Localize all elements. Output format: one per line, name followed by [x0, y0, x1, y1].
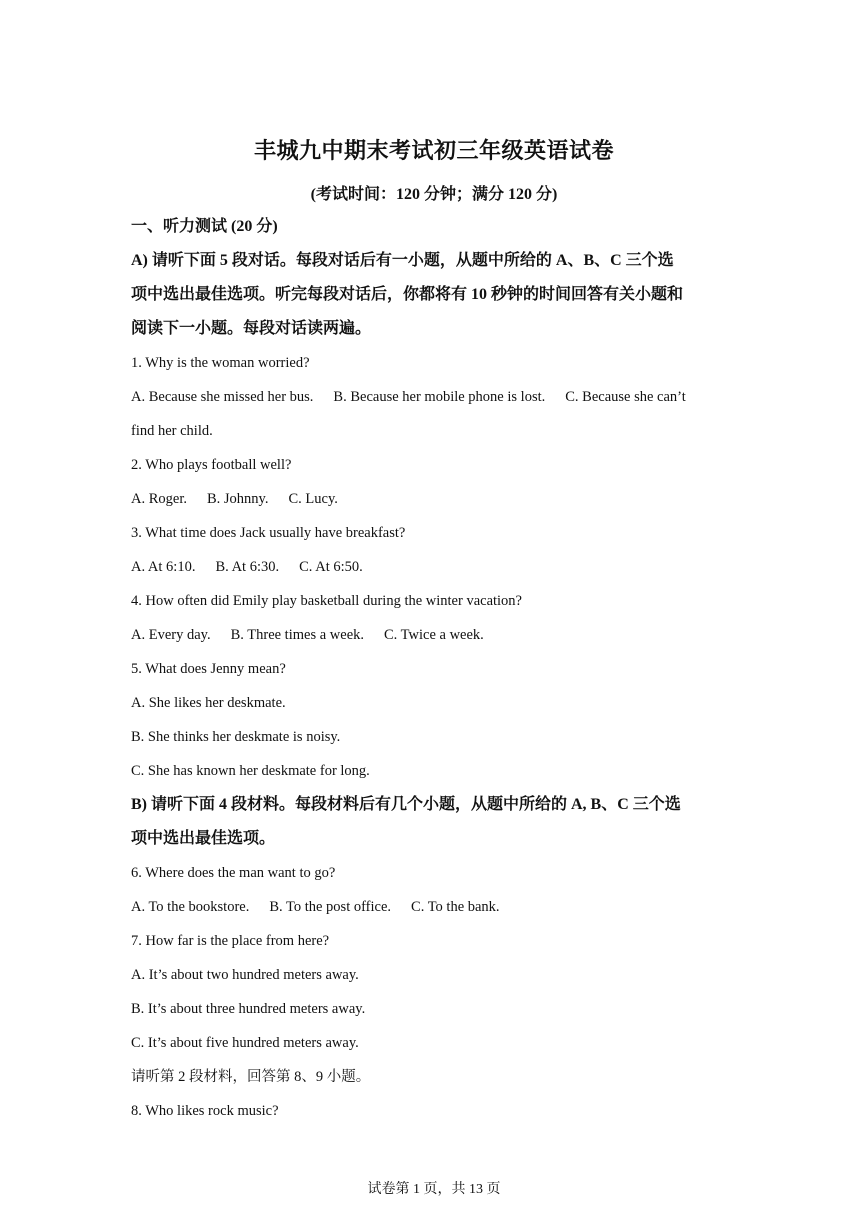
question-7: 7. How far is the place from here? [131, 933, 330, 949]
section-heading: 一、听力测试 (20 分) [131, 218, 278, 235]
option-b: B. Because her mobile phone is lost. [333, 389, 546, 405]
part-b-instructions-line2: 项中选出最佳选项。 [131, 830, 276, 847]
question-4-options [131, 618, 741, 652]
question-5-option-a: A. She likes her deskmate. [131, 695, 286, 711]
option-b: B. Three times a week. [230, 627, 365, 643]
question-3-options [131, 550, 741, 584]
question-4: 4. How often did Emily play basketball during the winter vacation? [131, 593, 522, 609]
option-b: B. At 6:30. [215, 559, 280, 575]
material-2-note: 请听第 2 段材料，回答第 8、9 小题。 [131, 1069, 371, 1085]
question-2-options [131, 482, 741, 516]
question-1-options-continued: find her child. [131, 423, 213, 439]
option-c: C. At 6:50. [299, 559, 363, 575]
option-a: A. Every day. [131, 627, 211, 643]
option-c: C. To the bank. [411, 899, 500, 915]
part-b-instructions-line1: B) 请听下面 4 段材料。每段材料后有几个小题，从题中所给的 A, B、C 三个选 [131, 796, 681, 813]
option-a: A. Because she missed her bus. [131, 389, 314, 405]
question-7-option-a: A. It’s about two hundred meters away. [131, 967, 359, 983]
option-a: A. At 6:10. [131, 559, 196, 575]
question-2: 2. Who plays football well? [131, 457, 292, 473]
question-5-option-b: B. She thinks her deskmate is noisy. [131, 729, 341, 745]
option-a: A. Roger. [131, 491, 187, 507]
question-3: 3. What time does Jack usually have breakfast? [131, 525, 406, 541]
part-a-instructions-line1: A) 请听下面 5 段对话。每段对话后有一小题，从题中所给的 A、B、C 三个选 [131, 252, 674, 269]
question-1: 1. Why is the woman worried? [131, 355, 310, 371]
exam-content [131, 210, 741, 1128]
option-b: B. Johnny. [206, 491, 269, 507]
question-8: 8. Who likes rock music? [131, 1103, 279, 1119]
option-c: C. Lucy. [288, 491, 338, 507]
exam-subtitle: (考试时间：120 分钟；满分 120 分) [310, 186, 558, 203]
question-6: 6. Where does the man want to go? [131, 865, 336, 881]
exam-title: 丰城九中期末考试初三年级英语试卷 [253, 138, 614, 163]
question-7-option-b: B. It’s about three hundred meters away. [131, 1001, 366, 1017]
question-5: 5. What does Jenny mean? [131, 661, 286, 677]
question-6-options [131, 890, 741, 924]
part-a-instructions-line3: 阅读下一小题。每段对话读两遍。 [131, 320, 372, 337]
option-c: C. Twice a week. [384, 627, 484, 643]
option-c: C. Because she can’t [565, 389, 686, 405]
page-footer: 试卷第 1 页，共 13 页 [367, 1182, 501, 1197]
option-a: A. To the bookstore. [131, 899, 250, 915]
question-1-options [131, 380, 741, 414]
question-7-option-c: C. It’s about five hundred meters away. [131, 1035, 359, 1051]
option-b: B. To the post office. [269, 899, 392, 915]
question-5-option-c: C. She has known her deskmate for long. [131, 763, 370, 779]
part-a-instructions-line2: 项中选出最佳选项。听完每段对话后，你都将有 10 秒钟的时间回答有关小题和 [131, 286, 684, 303]
